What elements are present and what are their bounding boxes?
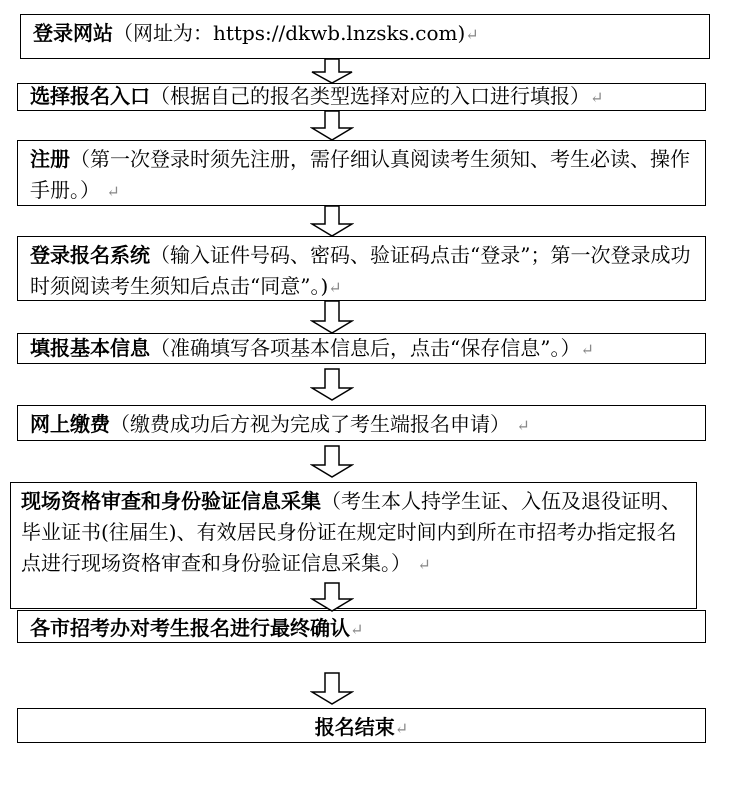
down-arrow-icon xyxy=(310,445,354,478)
paragraph-mark-icon: ↵ xyxy=(516,416,530,435)
step-4-box xyxy=(17,236,706,301)
step-detail: （输入证件号码、密码、验证码点击“登录”；第一次登录成功时须阅读考生须知后点击“同意”。) xyxy=(30,243,691,298)
step-title: 选择报名入口 xyxy=(30,84,150,108)
step-title: 填报基本信息 xyxy=(30,336,150,360)
step-8-box xyxy=(17,610,706,643)
down-arrow-icon xyxy=(310,300,354,334)
down-arrow-icon xyxy=(310,110,354,141)
step-title: 网上缴费 xyxy=(30,412,110,436)
paragraph-mark-icon: ↵ xyxy=(590,88,604,107)
step-detail: （网址为：https://dkwb.lnzsks.com) xyxy=(113,21,466,45)
paragraph-mark-icon: ↵ xyxy=(394,719,409,738)
step-1-box xyxy=(20,14,710,59)
step-9-box xyxy=(17,708,706,743)
step-detail: （缴费成功后方视为完成了考生端报名申请） xyxy=(110,412,510,436)
down-arrow-icon xyxy=(310,582,354,612)
step-title: 现场资格审查和身份验证信息采集 xyxy=(21,489,321,513)
step-title: 报名结束 xyxy=(314,715,395,739)
paragraph-mark-icon: ↵ xyxy=(350,620,364,639)
step-6-box xyxy=(17,405,706,441)
step-detail: （根据自己的报名类型选择对应的入口进行填报） xyxy=(150,84,590,108)
step-5-box xyxy=(17,333,706,364)
step-detail: （准确填写各项基本信息后，点击“保存信息”。） xyxy=(150,336,581,360)
down-arrow-icon xyxy=(310,368,354,401)
step-3-box xyxy=(17,140,706,206)
step-title: 各市招考办对考生报名进行最终确认 xyxy=(30,616,350,640)
step-detail: （第一次登录时须先注册，需仔细认真阅读考生须知、考生必读、操作手册。） xyxy=(30,147,690,202)
paragraph-mark-icon: ↵ xyxy=(106,182,120,201)
down-arrow-icon xyxy=(310,58,354,84)
step-title: 登录报名系统 xyxy=(30,243,150,267)
step-title: 登录网站 xyxy=(33,21,113,45)
down-arrow-icon xyxy=(310,672,354,705)
step-2-box xyxy=(17,83,706,111)
paragraph-mark-icon: ↵ xyxy=(465,25,479,44)
paragraph-mark-icon: ↵ xyxy=(580,340,594,359)
step-title: 注册 xyxy=(30,147,70,171)
paragraph-mark-icon: ↵ xyxy=(417,555,431,574)
paragraph-mark-icon: ↵ xyxy=(328,278,342,297)
down-arrow-icon xyxy=(310,205,354,237)
step-detail: （考生本人持学生证、入伍及退役证明、毕业证书(往届生)、有效居民身份证在规定时间内到所在市招考办指定报名点进行现场资格审查和身份验证信息采集。） xyxy=(21,489,681,575)
